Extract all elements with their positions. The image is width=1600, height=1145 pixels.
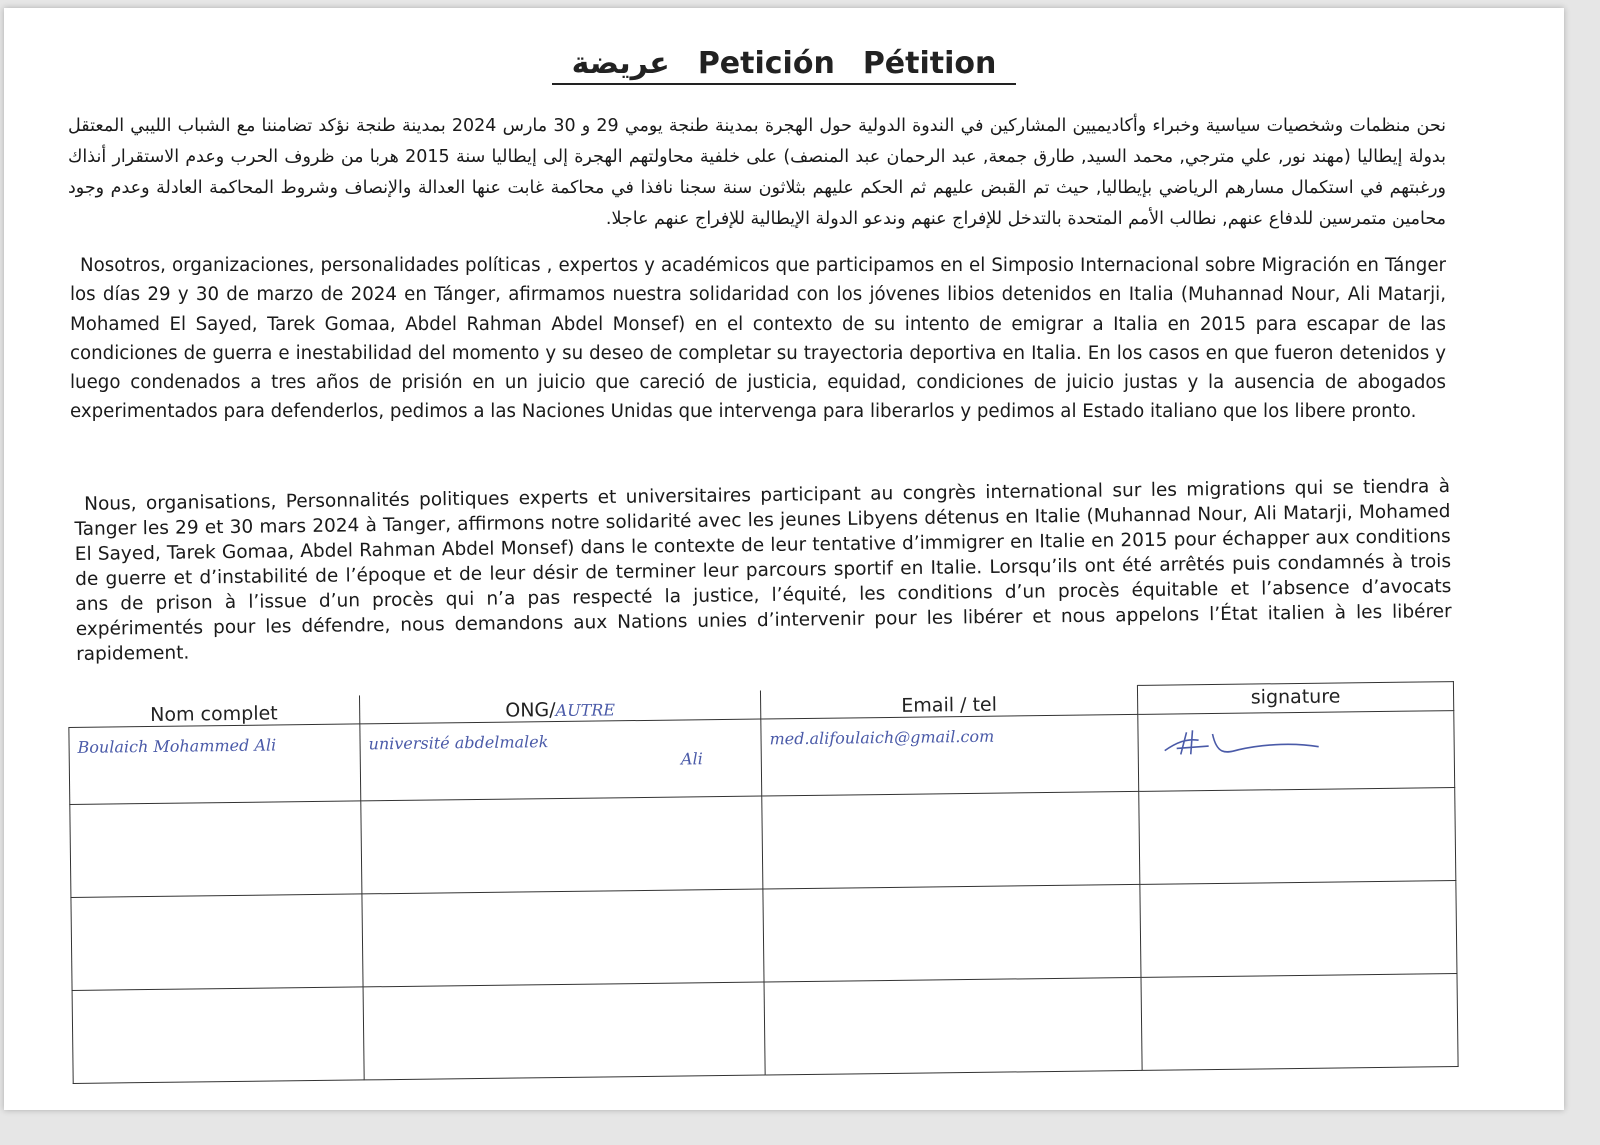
cell-name[interactable] — [70, 801, 362, 898]
spanish-paragraph: Nosotros, organizaciones, personalidades políticas , expertos y académicos que participamos en el Simposio Internacional sobre Migración en Tánger los días 29 y 30 de marzo de 2024 en Tánger, afirmamos nuestra solidaridad con los jóvenes libios detenidos en Italia (Muhannad Nour, Ali Matarji, Mohamed El Sayed, Tarek Gomaa, Abdel Rahman Abdel Monsef) en el contexto de su intento de emigrar a Italia en 2015 para escapar de las condiciones de guerra e inestabilidad del momento y su deseo de completar su trayectoria deportiva en Italia. En los casos en que fueron detenidos y luego condenados a tres años de prisión en un juicio que careció de justicia, equidad, condiciones de juicio justas y la ausencia de abogados experimentados para defenderlos, pedimos a las Naciones Unidas que intervenga para liberarlos y pedimos al Estado italiano que los libere pronto. — [70, 255, 1446, 423]
cell-email[interactable] — [762, 791, 1140, 889]
cell-email[interactable]: med.alifoulaich@gmail.com — [761, 714, 1139, 796]
petition-title — [4, 46, 1564, 85]
title-french: Pétition — [862, 46, 997, 81]
title-underline — [552, 46, 1017, 85]
header-name: Nom complet — [69, 695, 360, 728]
signature-table-wrap — [68, 681, 1459, 1084]
cell-name[interactable]: Boulaich Mohammed Ali — [69, 724, 361, 805]
cell-name[interactable] — [72, 987, 364, 1084]
cell-ong[interactable] — [363, 982, 765, 1080]
cell-signature[interactable] — [1140, 881, 1457, 978]
signature-table — [68, 681, 1459, 1084]
petition-sheet — [4, 8, 1564, 1110]
cell-ong[interactable] — [360, 719, 762, 801]
cell-ong[interactable] — [362, 889, 764, 987]
cell-ong-text: université abdelmalek — [368, 732, 549, 754]
header-signature: signature — [1137, 682, 1453, 715]
header-ong-handwritten: AUTRE — [555, 700, 616, 721]
table-row — [72, 974, 1458, 1084]
french-paragraph: Nous, organisations, Personnalités politiques experts et universitaires participant au congrès international sur les migrations qui se tiendra à Tanger les 29 et 30 mars 2024 à Tanger, affirmons notre solidarité avec les jeunes Libyens détenus en Italie (Muhannad Nour, Ali Matarji, Mohamed El Sayed, Tarek Gomaa, Abdel Rahman Abdel Monsef) dans le contexte de leur tentative d’immigrer en Italie en 2015 pour échapper aux conditions de guerre et d’instabilité de l’époque et de leur désir de terminer leur parcours sportif en Italie. Lorsqu’ils ont été arrêtés puis condamnés à trois ans de prison à l’issue d’un procès qui n’a pas respecté la justice, l’équité, les conditions d’un procès équitable et l’absence d’avocats expérimentés pour les défendre, nous demandons aux Nations unies d’intervenir pour les libérer et nous appelons l’État italien à les libérer rapidement. — [74, 475, 1452, 665]
cell-signature[interactable] — [1139, 788, 1456, 885]
title-spanish: Petición — [697, 46, 835, 81]
header-email: Email / tel — [760, 685, 1137, 719]
table-row — [71, 881, 1457, 991]
handwritten-signature-icon — [1146, 723, 1326, 765]
cell-name[interactable] — [71, 894, 363, 991]
title-arabic: عريضة — [571, 46, 670, 81]
cell-signature[interactable] — [1141, 974, 1458, 1071]
cell-ong-sub: Ali — [680, 749, 703, 769]
arabic-paragraph: نحن منظمات وشخصيات سياسية وخبراء وأكاديميين المشاركين في الندوة الدولية حول الهجرة بمدينة طنجة يومي 29 و 30 مارس 2024 بمدينة طنجة نؤكد تضامننا مع الشباب الليبي المعتقل بدولة إيطاليا (مهند نور, علي مترجي, محمد السيد, طارق جمعة, عبد الرحمان عبد المنصف) على خلفية محاولتهم الهجرة إلى إيطاليا سنة 2015 هربا من ظروف الحرب وعدم الاستقرار أنذاك ورغبتهم في استكمال مسارهم الرياضي بإيطاليا, حيث تم القبض عليهم ثم الحكم عليهم بثلاثون سنة سجنا نافذا في محاكمة غابت عنها العدالة والإنصاف وشروط المحاكمة العادلة وعدم وجود محامين متمرسين للدفاع عنهم, نطالب الأمم المتحدة بالتدخل للإفراج عنهم وندعو الدولة الإيطالية للإفراج عنهم عاجلا. — [68, 116, 1447, 229]
cell-ong[interactable] — [361, 796, 763, 894]
cell-signature[interactable] — [1138, 711, 1455, 792]
cell-email[interactable] — [764, 977, 1142, 1075]
header-ong-label: ONG/ — [505, 699, 556, 722]
table-row — [70, 788, 1456, 898]
cell-email[interactable] — [763, 884, 1141, 982]
